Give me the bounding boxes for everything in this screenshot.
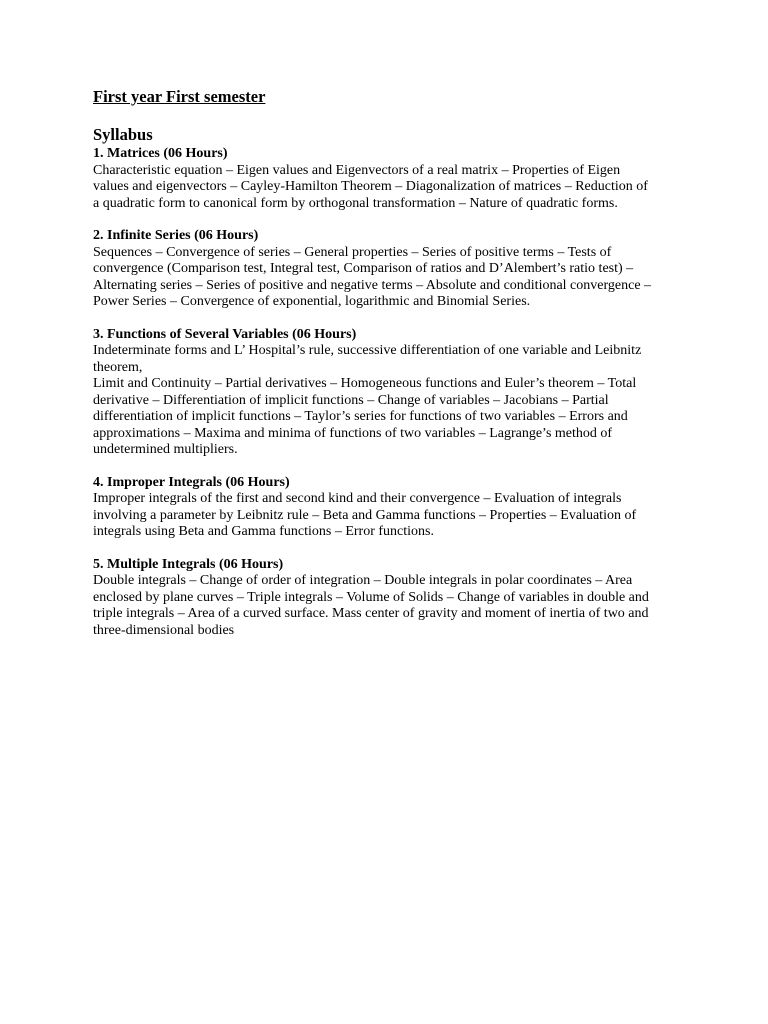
syllabus-heading: Syllabus — [93, 125, 153, 144]
section-heading: 5. Multiple Integrals (06 Hours) — [93, 556, 284, 572]
section-paragraph: Sequences – Convergence of series – General properties – Series of positive terms – Tests of convergence (Comparison test, Integral test, Comparison of ratios and D’Alembert’s ratio test) – Alternating series – Series of positive and negative terms – Absolute and conditional convergence – Power Series – Convergence of exponential, logarithmic and Binomial Series. — [93, 244, 652, 309]
section-body — [93, 573, 653, 639]
section-body — [93, 163, 653, 213]
section-heading: 1. Matrices (06 Hours) — [93, 146, 228, 161]
section-heading: 4. Improper Integrals (06 Hours) — [93, 474, 290, 490]
section-multiple-integrals — [93, 557, 653, 640]
section-matrices — [93, 146, 653, 212]
section-paragraph: Indeterminate forms and L’ Hospital’s rule, successive differentiation of one variable and Leibnitz theorem, — [93, 343, 642, 375]
section-heading: 2. Infinite Series (06 Hours) — [93, 228, 259, 243]
document-title: First year First semester — [93, 87, 266, 106]
section-body — [93, 343, 653, 459]
section-paragraph: Improper integrals of the first and second kind and their convergence – Evaluation of integrals involving a parameter by Leibnitz rule – Beta and Gamma functions – Properties – Evaluation of integrals using Beta and Gamma functions – Error functions. — [93, 491, 637, 539]
section-paragraph: Characteristic equation – Eigen values and Eigenvectors of a real matrix – Properties of Eigen values and eigenvectors – Cayley-Hamilton Theorem – Diagonalization of matrices – Reduction of a quadratic form to canonical form by orthogonal transformation – Nature of quadratic forms. — [93, 162, 648, 211]
section-body — [93, 491, 653, 541]
section-paragraph: Limit and Continuity – Partial derivatives – Homogeneous functions and Euler’s theorem – Total derivative – Differentiation of implicit functions – Change of variables – Jacobians – Partial differentiation of implicit functions – Taylor’s series for functions of two variables – Errors and approximations – Maxima and minima of functions of two variables – Lagrange’s method of undetermined multipliers. — [93, 376, 637, 457]
section-paragraph: Double integrals – Change of order of integration – Double integrals in polar coordinates – Area enclosed by plane curves – Triple integrals – Volume of Solids – Change of variables in double and triple integrals – Area of a curved surface. Mass center of gravity and moment of inertia of two and three-dimensional bodies — [93, 573, 649, 638]
section-functions-several-variables — [93, 327, 653, 459]
section-improper-integrals — [93, 475, 653, 541]
section-infinite-series — [93, 228, 653, 311]
section-body — [93, 245, 653, 311]
section-heading: 3. Functions of Several Variables (06 Hours) — [93, 326, 357, 342]
document-page — [93, 86, 653, 655]
